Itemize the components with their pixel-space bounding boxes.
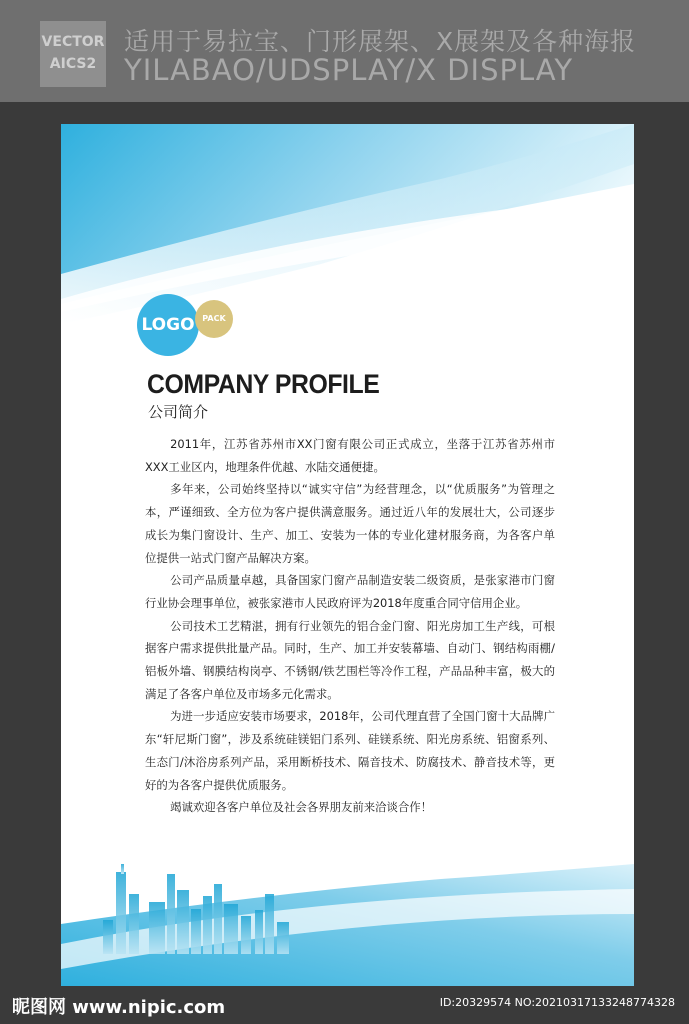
badge-line-1: VECTOR [41, 34, 105, 50]
badge-line-2: AICS2 [49, 56, 97, 72]
image-id: ID:20329574 NO:20210317133248774328 [439, 996, 675, 1009]
vector-badge [40, 21, 106, 87]
pack-badge: PACK [195, 300, 233, 338]
paragraph: 多年来，公司始终坚持以“诚实守信”为经营理念，以“优质服务”为管理之本，严谨细致、全方位为客户提供满意服务。通过近八年的发展壮大，公司逐步成长为集门窗设计、生产、加工、安装为一体的专业化建材服务商，为各客户单位提供一站式门窗产品解决方案。 [145, 482, 555, 565]
paragraph: 公司产品质量卓越，具备国家门窗产品制造安装二级资质，是张家港市门窗行业协会理事单位，被张家港市人民政府评为2018年度重合同守信用企业。 [145, 573, 555, 610]
paragraph: 2011年，江苏省苏州市XX门窗有限公司正式成立，坐落于江苏省苏州市XXX工业区内，地理条件优越、水陆交通便捷。 [145, 437, 555, 474]
company-profile-title: COMPANY PROFILE [147, 369, 380, 399]
top-banner [0, 0, 689, 102]
paragraph: 公司技术工艺精湛，拥有行业领先的铝合金门窗、阳光房加工生产线，可根据客户需求提供批量产品。同时，生产、加工并安装幕墙、自动门、钢结构雨棚/铝板外墙、钢膜结构岗亭、不锈钢/铁艺围栏等冷作工程，产品品种丰富，极大的满足了各客户单位及市场多元化需求。 [145, 618, 555, 701]
profile-body [145, 433, 555, 819]
logo: LOGO [137, 294, 199, 356]
poster [61, 124, 634, 986]
banner-title-en: YILABAO/UDSPLAY/X DISPLAY [124, 53, 574, 87]
company-profile-subtitle: 公司简介 [148, 403, 209, 421]
banner-title-cn: 适用于易拉宝、门形展架、X展架及各种海报 [124, 27, 637, 56]
paragraph: 为进一步适应安装市场要求，2018年，公司代理直营了全国门窗十大品牌广东“轩尼斯门窗”，涉及系统硅镁铝门系列、硅镁系统、阳光房系统、铝窗系列、生态门/沐浴房系列产品，采用断桥技术、隔音技术、防腐技术、静音技术等，更好的为各客户提供优质服务。 [145, 709, 555, 792]
paragraph: 竭诚欢迎各客户单位及社会各界朋友前来洽谈合作！ [170, 800, 433, 815]
site-watermark: 昵图网 www.nipic.com [12, 997, 226, 1018]
